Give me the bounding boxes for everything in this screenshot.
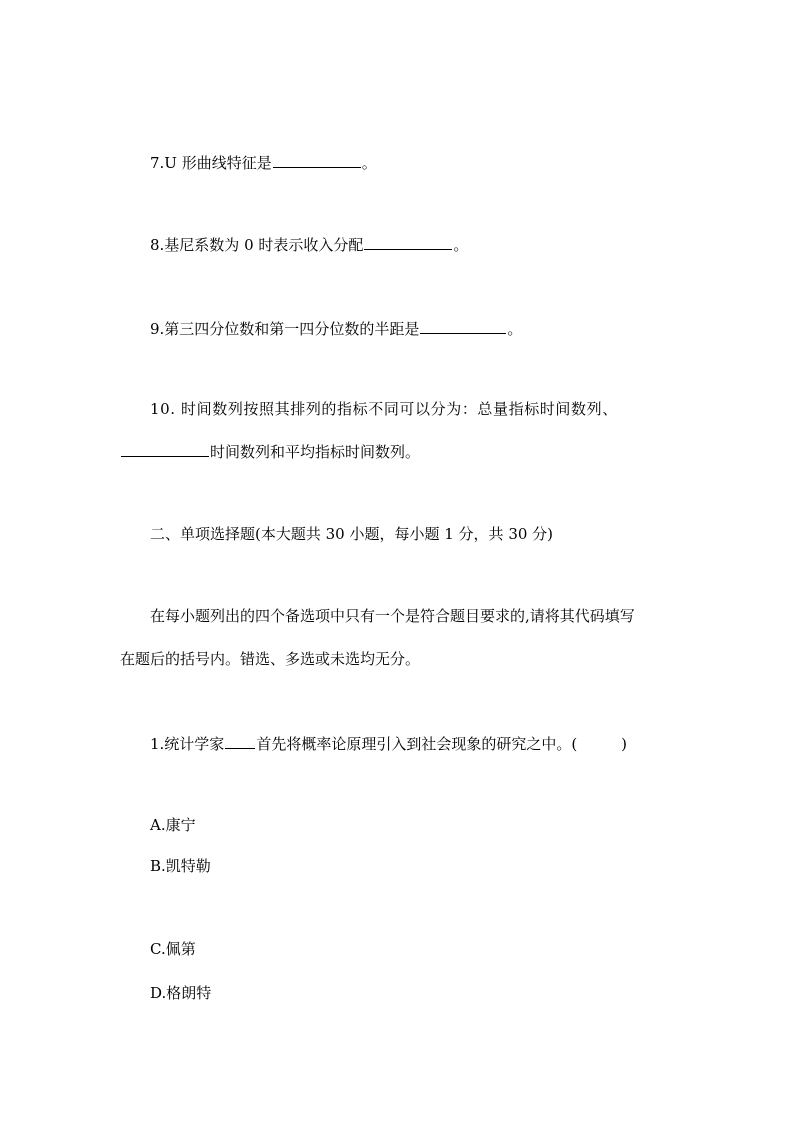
question-1-text: 1.统计学家 [150, 735, 225, 753]
option-d [150, 984, 211, 1002]
option-d-text: D.格朗特 [150, 984, 212, 1002]
option-c [150, 940, 196, 958]
question-1 [150, 733, 627, 753]
section-2-heading [150, 525, 553, 543]
option-c-text: C.佩第 [150, 940, 196, 958]
question-7-text: 7.U 形曲线特征是 [150, 154, 272, 172]
question-9-end: 。 [507, 320, 523, 338]
question-8 [150, 234, 468, 254]
question-10-line1 [150, 400, 618, 418]
option-a [150, 816, 196, 834]
option-b [150, 857, 211, 875]
instruction-line-1 [150, 607, 635, 625]
option-a-text: A.康宁 [150, 816, 196, 834]
option-b-text: B.凯特勒 [150, 857, 211, 875]
answer-blank [420, 318, 506, 334]
answer-paren-close: ) [621, 735, 628, 753]
question-10-line2 [120, 441, 420, 461]
answer-blank [225, 733, 255, 749]
question-9-text: 9.第三四分位数和第一四分位数的半距是 [150, 320, 420, 338]
answer-blank [121, 441, 209, 457]
question-10-text: 10. 时间数列按照其排列的指标不同可以分为：总量指标时间数列、 [150, 400, 618, 418]
question-7-end: 。 [361, 154, 377, 172]
answer-blank [364, 234, 452, 250]
question-1-stem: 首先将概率论原理引入到社会现象的研究之中。( [256, 735, 578, 753]
instruction-line-2 [120, 650, 420, 668]
section-2-heading-text: 二、单项选择题(本大题共 30 小题，每小题 1 分，共 30 分) [150, 525, 554, 543]
question-9 [150, 318, 522, 338]
instruction-text-1: 在每小题列出的四个备选项中只有一个是符合题目要求的,请将其代码填写 [150, 607, 635, 625]
question-10-end: 时间数列和平均指标时间数列。 [210, 443, 421, 461]
instruction-text-2: 在题后的括号内。错选、多选或未选均无分。 [120, 650, 421, 668]
answer-blank [273, 152, 361, 168]
question-7 [150, 152, 377, 172]
question-8-end: 。 [453, 236, 469, 254]
question-8-text: 8.基尼系数为 0 时表示收入分配 [150, 236, 364, 254]
